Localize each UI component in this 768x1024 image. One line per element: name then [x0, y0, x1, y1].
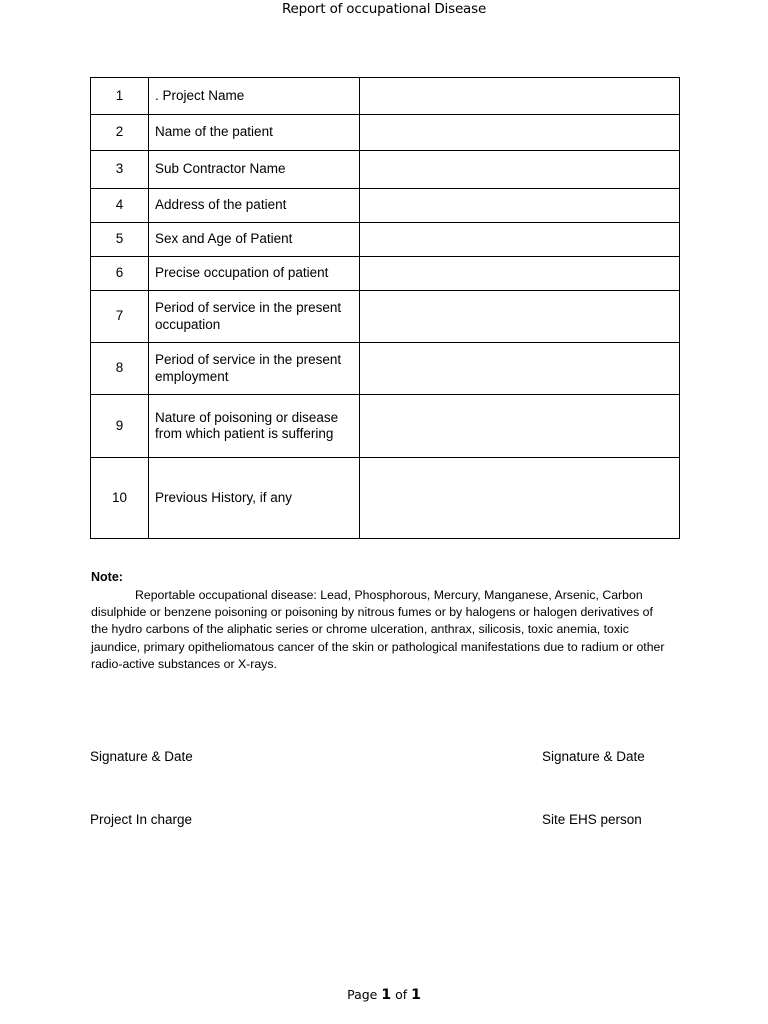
row-number: 8 [91, 343, 149, 395]
field-value-cell[interactable] [360, 78, 680, 115]
of-word: of [395, 987, 408, 1002]
field-label: Address of the patient [149, 189, 360, 223]
table-row [91, 291, 680, 343]
document-title: Report of occupational Disease [281, 1, 487, 17]
page-footer [0, 987, 768, 1003]
note-text: Reportable occupational disease: Lead, Phosphorous, Mercury, Manganese, Arsenic, Carbon disulphide or benzene poisoning or poisoning by nitrous fumes or by halogens or halogen derivatives of the hydro carbons of the aliphatic series or chrome ulceration, anthrax, silicosis, toxic anemia, toxic jaundice, primary opitheliomatous cancer of the skin or pathological manifestations due to radium or other radio-active substances or X-rays. [91, 588, 665, 671]
table-row [91, 343, 680, 395]
row-number: 1 [91, 78, 149, 115]
field-value-cell[interactable] [360, 291, 680, 343]
row-number: 9 [91, 395, 149, 458]
left-signatory-role: Project In charge [90, 812, 193, 827]
table-row [91, 78, 680, 115]
field-value-cell[interactable] [360, 257, 680, 291]
page-total: 1 [411, 987, 421, 1003]
field-value-cell[interactable] [360, 343, 680, 395]
field-value-cell[interactable] [360, 189, 680, 223]
row-number: 10 [91, 458, 149, 539]
row-number: 5 [91, 223, 149, 257]
row-number: 2 [91, 115, 149, 151]
field-value-cell[interactable] [360, 223, 680, 257]
table-row [91, 257, 680, 291]
table-row [91, 223, 680, 257]
table-row [91, 395, 680, 458]
field-label: Previous History, if any [149, 458, 360, 539]
field-value-cell[interactable] [360, 115, 680, 151]
table-row [91, 189, 680, 223]
field-label: Precise occupation of patient [149, 257, 360, 291]
row-number: 4 [91, 189, 149, 223]
report-form-table [90, 77, 680, 539]
right-signature-label: Signature & Date [542, 749, 645, 764]
row-number: 3 [91, 151, 149, 189]
left-signature-label: Signature & Date [90, 749, 193, 764]
field-label: Sex and Age of Patient [149, 223, 360, 257]
table-row [91, 151, 680, 189]
field-value-cell[interactable] [360, 458, 680, 539]
row-number: 7 [91, 291, 149, 343]
table-row [91, 115, 680, 151]
field-label: Nature of poisoning or disease from which patient is suffering [149, 395, 360, 458]
field-label: Period of service in the present employment [149, 343, 360, 395]
field-label: Period of service in the present occupation [149, 291, 360, 343]
field-label: Sub Contractor Name [149, 151, 360, 189]
table-row [91, 458, 680, 539]
field-value-cell[interactable] [360, 151, 680, 189]
field-label: Name of the patient [149, 115, 360, 151]
page-word: Page [347, 987, 378, 1002]
row-number: 6 [91, 257, 149, 291]
field-label: . Project Name [149, 78, 360, 115]
page-current: 1 [381, 987, 392, 1003]
right-signatory-role: Site EHS person [542, 812, 642, 827]
field-value-cell[interactable] [360, 395, 680, 458]
note-heading: Note: [91, 570, 123, 584]
